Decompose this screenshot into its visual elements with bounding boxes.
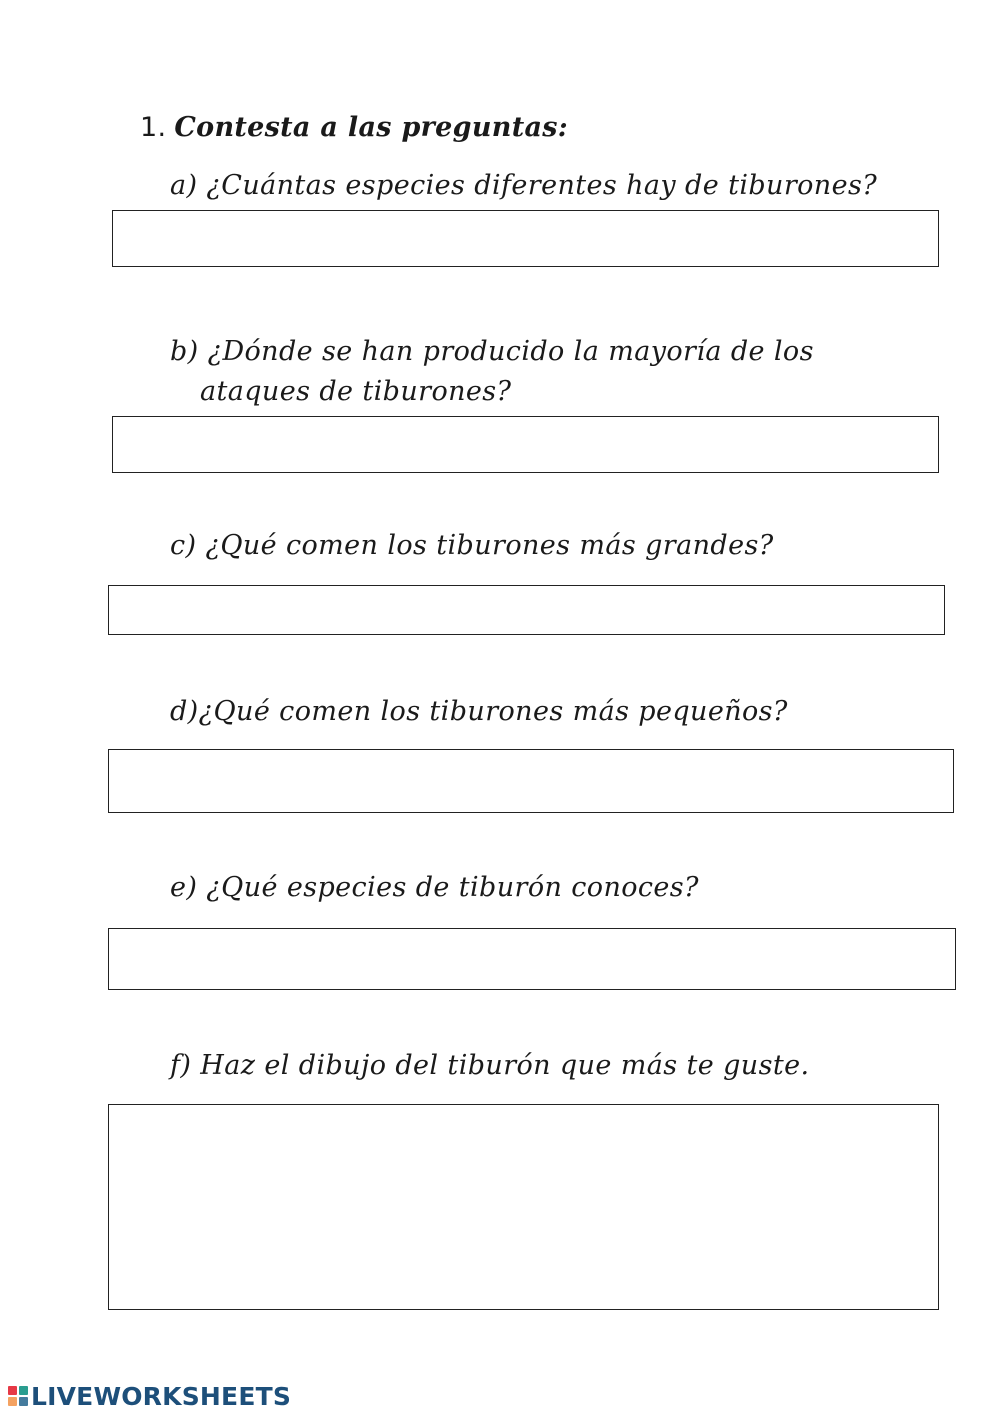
answer-box-a[interactable]: [112, 210, 939, 267]
answer-input-b[interactable]: [113, 417, 938, 472]
answer-input-d[interactable]: [109, 750, 953, 812]
question-a: a) ¿Cuántas especies diferentes hay de tiburones?: [170, 170, 878, 201]
logo-square-1: [8, 1386, 17, 1395]
answer-box-c[interactable]: [108, 585, 945, 635]
question-b-line1: b) ¿Dónde se han producido la mayoría de los: [170, 336, 814, 367]
title-text: Contesta a las preguntas:: [174, 112, 569, 143]
logo-square-3: [8, 1397, 17, 1406]
worksheet-title: [140, 112, 568, 143]
logo-square-4: [19, 1397, 28, 1406]
logo-square-2: [19, 1386, 28, 1395]
logo-grid-icon: [8, 1386, 28, 1406]
drawing-box-f[interactable]: [108, 1104, 939, 1310]
question-e: e) ¿Qué especies de tiburón conoces?: [170, 872, 699, 903]
answer-box-b[interactable]: [112, 416, 939, 473]
question-d: d)¿Qué comen los tiburones más pequeños?: [170, 696, 788, 727]
logo-text: LIVEWORKSHEETS: [31, 1381, 292, 1411]
answer-input-c[interactable]: [109, 586, 944, 634]
answer-box-d[interactable]: [108, 749, 954, 813]
question-f: f) Haz el dibujo del tiburón que más te guste.: [170, 1050, 810, 1081]
title-number: 1.: [140, 112, 167, 143]
question-b-line2: ataques de tiburones?: [200, 376, 512, 407]
question-c: c) ¿Qué comen los tiburones más grandes?: [170, 530, 774, 561]
question-b: [170, 332, 860, 412]
liveworksheets-logo: [8, 1381, 291, 1411]
drawing-area-f[interactable]: [109, 1105, 938, 1309]
answer-box-e[interactable]: [108, 928, 956, 990]
answer-input-e[interactable]: [109, 929, 955, 989]
answer-input-a[interactable]: [113, 211, 938, 266]
